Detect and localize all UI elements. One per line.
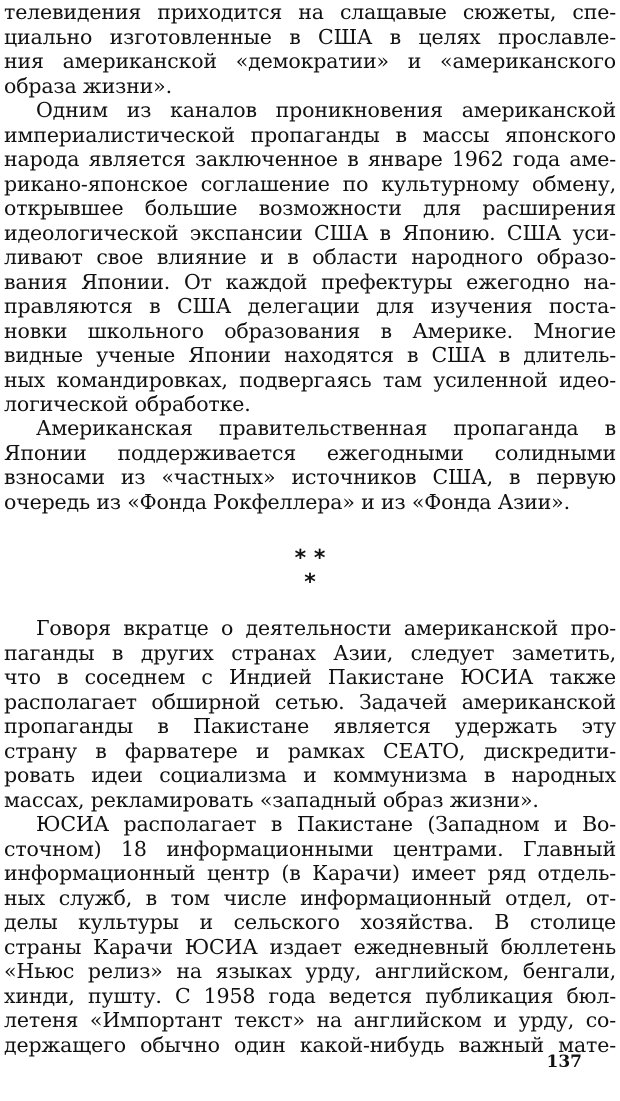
text-line: страны Карачи ЮСИА издает ежедневный бюллетень (4, 934, 616, 959)
section-separator-top: * * (294, 546, 326, 571)
text-line: страну в фарватере и рамках СЕАТО, дискредити- (4, 738, 616, 763)
text-line: пропаганды в Пакистане является удержать эту (4, 714, 616, 738)
text-line: империалистической пропаганды в массы японского (4, 122, 616, 147)
paragraph (4, 616, 616, 812)
page-number: 137 (546, 1052, 582, 1072)
text-line: ных командировках, подвергаясь там усиленной идео- (4, 367, 616, 392)
paragraph (4, 98, 616, 417)
text-line: открывшее большие возможности для расширения (4, 196, 616, 220)
text-line: рикано-японское соглашение по культурному обмену, (4, 171, 616, 196)
text-line: вания Японии. От каждой префектуры ежегодно на- (4, 269, 616, 294)
text-line: ных служб, в том числе информационный отдел, от- (4, 885, 616, 910)
text-line: хинди, пушту. С 1958 года ведется публикация бюл- (4, 983, 616, 1008)
text-line: располагает обширной сетью. Задачей американской (4, 689, 616, 714)
section-separator-bottom: * (304, 570, 316, 595)
text-line: ЮСИА располагает в Пакистане (Западном и Во- (36, 812, 616, 836)
text-line: Японии поддерживается ежегодными солидными (4, 440, 616, 465)
text-line: делы культуры и сельского хозяйства. В столице (4, 910, 616, 934)
text-line: правляются в США делегации для изучения поста- (4, 294, 616, 318)
text-line: видные ученые Японии находятся в США в длитель- (4, 343, 616, 367)
text-line: Одним из каналов проникновения американской (36, 98, 616, 122)
text-line: летеня «Импортант текст» на английском и урду, со- (4, 1008, 616, 1032)
text-line: массах, рекламировать «западный образ жизни». (4, 787, 539, 812)
text-line: идеологической экспансии США в Японию. США уси- (4, 220, 616, 245)
text-line: народа является заключенное в январе 1962 года аме- (4, 147, 616, 171)
text-line: взносами из «частных» источников США, в первую (4, 465, 616, 489)
text-line: паганды в других странах Азии, следует заметить, (4, 640, 616, 665)
text-line: логической обработке. (4, 392, 251, 416)
text-line: сточном) 18 информационными центрами. Главный (4, 836, 616, 861)
text-line: очередь из «Фонда Рокфеллера» и из «Фонда Азии». (4, 489, 570, 514)
paragraph (4, 416, 616, 514)
text-line: новки школьного образования в Америке. Многие (4, 318, 616, 343)
text-line: Американская правительственная пропаганда в (36, 416, 616, 440)
text-line: циально изготовленные в США в целях прославле- (4, 24, 616, 49)
text-line: держащего обычно один какой-нибудь важный мате- (4, 1032, 616, 1057)
text-line: ния американской «демократии» и «американского (4, 49, 616, 73)
text-line: информационный центр (в Карачи) имеет ряд отдель- (4, 861, 616, 885)
text-line: образа жизни». (4, 73, 172, 98)
paragraph-continuation (4, 0, 616, 98)
text-line: ровать идеи социализма и коммунизма в народных (4, 763, 616, 787)
text-line: телевидения приходится на слащавые сюжеты, спе- (4, 0, 616, 24)
text-line: что в соседнем с Индией Пакистане ЮСИА также (4, 665, 616, 689)
text-line: ливают свое влияние и в области народного образо- (4, 245, 616, 269)
paragraph (4, 812, 616, 1057)
text-line: Говоря вкратце о деятельности американской про- (36, 616, 616, 640)
text-line: «Ньюс релиз» на языках урду, английском, бенгали, (4, 959, 616, 983)
